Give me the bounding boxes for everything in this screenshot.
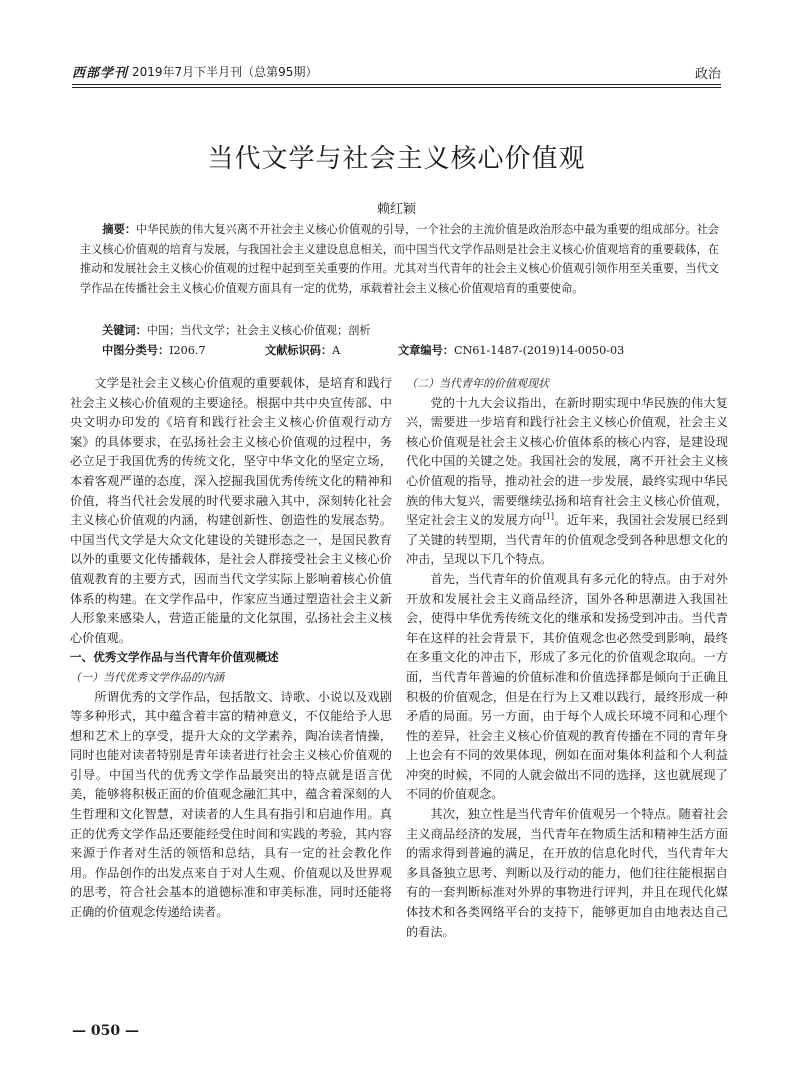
right-column <box>406 374 728 942</box>
page-number: — 050 — <box>72 1023 139 1039</box>
article-no-label: 文章编号： <box>398 344 454 357</box>
issue-info: 2019年7月下半月刊（总第95期） <box>132 65 318 79</box>
header-rule-thin <box>72 87 721 88</box>
clc-label: 中图分类号： <box>102 344 170 357</box>
header-rule-thick <box>72 84 721 85</box>
article-title: 当代文学与社会主义核心价值观 <box>207 144 586 174</box>
subsection-heading: （二）当代青年的价值观现状 <box>406 377 549 390</box>
paragraph: 首先，当代青年的价值观具有多元化的特点。由于对外开放和发展社会主义商品经济，国外各种思潮进入我国社会，使得中华优秀传统文化的继承和发扬受到冲击。当代青年在这样的社会背景下，其价值观念也必然受到影响，最终在多重文化的冲击下，形成了多元化的价值观念取向。一方面，当代青年普遍的价值标准和价值选择都是倾向于正确且积极的价值观念，但是在行为上又难以践行，最终形成一种矛盾的局面。另一方面，由于每个人成长环境不同和心理个性的差异，社会主义核心价值观的教育传播在不同的青年身上也会有不同的效果体现，例如在面对集体利益和个人利益冲突的时候，不同的人就会做出不同的选择，这也就展现了不同的价值观念。 <box>406 571 728 802</box>
abstract-label: 摘要： <box>102 223 137 236</box>
keywords-label: 关键词： <box>102 324 147 337</box>
clc-entry <box>102 342 206 358</box>
paragraph: 所谓优秀的文学作品，包括散文、诗歌、小说以及戏剧等多种形式，其中蕴含着丰富的精神意义，不仅能给予人思想和艺术上的享受，提升大众的文学素养，陶冶读者情操，同时也能对读者特别是青年读者进行社会主义核心价值观的引导。中国当代的优秀文学作品最突出的特点就是语言优美，能够将积极正面的价值观念融汇其中，蕴含着深刻的人生哲理和文化智慧，对读者的人生具有指引和启迪作用。真正的优秀文学作品还要能经受住时间和实践的考验，其内容来源于作者对生活的领悟和总结，具有一定的社会教化作用。作品创作的出发点来自于对人生观、价值观以及世界观的思考，符合社会基本的道德标准和审美标准，同时还能将正确的价值观念传递给读者。 <box>70 689 392 920</box>
section-heading: 一、优秀文学作品与当代青年价值观概述 <box>70 650 279 665</box>
doc-code-value: A <box>332 344 341 357</box>
running-header <box>72 60 721 82</box>
paragraph: 文学是社会主义核心价值观的重要载体，是培育和践行社会主义核心价值观的主要途径。根据中共中央宣传部、中央文明办印发的《培育和践行社会主义核心价值观行动方案》的具体要求，在弘扬社会主义核心价值观的过程中，务必立足于我国优秀的传统文化，坚守中华文化的坚定立场，本着客观严谨的态度，深入挖掘我国优秀传统文化的精神和价值，将当代社会发展的时代要求融入其中，深刻转化社会主义核心价值观的内涵，构建创新性、创造性的发展态势。中国当代文学是大众文化建设的关键形态之一，是国民教育以外的重要文化传播载体，是社会人群接受社会主义核心价值观教育的主要方式，因而当代文学实际上影响着核心价值体系的构建。在文学作品中，作家应当通过塑造社会主义新人形象来感染人，营造正能量的文化氛围，弘扬社会主义核心价值观。 <box>70 376 392 645</box>
citation: [1] <box>542 512 555 522</box>
paragraph-text: 。近年来，我国社会发展已经到了关键的转型期，当代青年的价值观念受到各种思想文化的冲击，呈现以下几个特点。 <box>406 513 729 567</box>
article-meta <box>102 342 719 360</box>
section-label: 政治 <box>694 67 721 82</box>
doc-code-label: 文献标识码： <box>265 344 333 357</box>
paragraph: 其次，独立性是当代青年价值观另一个特点。随着社会主义商品经济的发展，当代青年在物质生活和精神生活方面的需求得到普遍的满足，在开放的信息化时代，当代青年大多具备独立思考、判断以及行动的能力，他们往往能根据自有的一套判断标准对外界的事物进行评判，并且在现代化媒体技术和各类网络平台的支持下，能够更加自由地表达自己的看法。 <box>406 807 728 939</box>
article-no-entry <box>398 342 624 358</box>
left-column <box>70 374 392 923</box>
subsection-heading: （一）当代优秀文学作品的内涵 <box>70 670 224 684</box>
paragraph-text: 党的十九大会议指出，在新时期实现中华民族的伟大复兴，需要进一步培育和践行社会主义核心价值观，社会主义核心价值观是社会主义核心价值体系的核心内容，是建设现代化中国的关键之处。我国社会的发展，离不开社会主义核心价值观的指导，推动社会的进一步发展，最终实现中华民族的伟大复兴，需要继续弘扬和培育社会主义核心价值观，坚定社会主义的发展方向 <box>406 395 728 528</box>
keywords <box>102 322 719 340</box>
clc-value: I206.7 <box>169 344 206 357</box>
keywords-text: 中国；当代文学；社会主义核心价值观；剖析 <box>146 324 371 337</box>
article-author: 赖红颖 <box>376 202 416 217</box>
paragraph <box>406 394 728 570</box>
abstract-text: 中华民族的伟大复兴离不开社会主义核心价值观的引导，一个社会的主流价值是政治形态中最为重要的组成部分。社会主义核心价值观的培育与发展，与我国社会主义建设息息相关，而中国当代文学作品则是社会主义核心价值观培育的重要载体，在推动和发展社会主义核心价值观的过程中起到至关重要的作用。尤其对当代青年的社会主义核心价值观引领作用至关重要，当代文学作品在传播社会主义核心价值观方面具有一定的优势，承载着社会主义核心价值观培育的重要使命。 <box>80 223 719 295</box>
doc-code-entry <box>265 342 340 358</box>
article-no-value: CN61-1487-(2019)14-0050-03 <box>453 344 625 357</box>
abstract <box>80 220 719 298</box>
journal-logo: 西部学刊 <box>72 66 129 81</box>
